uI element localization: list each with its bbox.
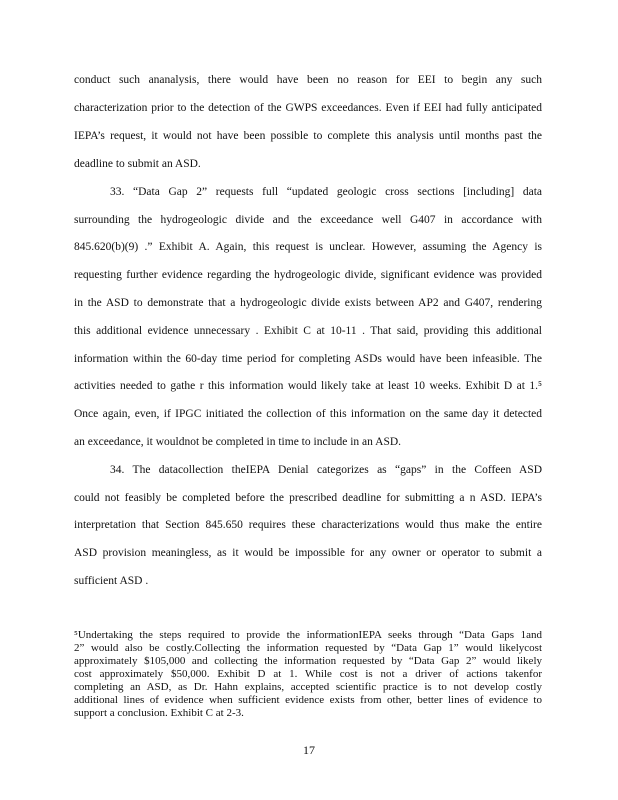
footnote-line: completing an ASD, as Dr. Hahn explains, accepted scientific practice is to not develop costly (74, 681, 542, 693)
body-line: an exceedance, it wouldnot be completed in time to include in an ASD. (74, 436, 402, 448)
body-line: 34. The datacollection theIEPA Denial categorizes as “gaps” in the Coffeen ASD (110, 464, 542, 476)
body-line: 33. “Data Gap 2” requests full “updated geologic cross sections [including] data (110, 186, 542, 198)
body-line: in the ASD to demonstrate that a hydrogeologic divide exists between AP2 and G407, rendering (74, 297, 542, 309)
body-line: conduct such ananalysis, there would have been no reason for EEI to begin any such (74, 74, 542, 86)
footnote-line: ⁵Undertaking the steps required to provide the informationIEPA seeks through “Data Gaps 1and (74, 629, 542, 641)
body-line: sufficient ASD . (74, 575, 149, 587)
body-line: this additional evidence unnecessary . Exhibit C at 10-11 . That said, providing this additional (74, 325, 542, 337)
footnote-line: approximately $105,000 and collecting the information requested by “Data Gap 2” would likely (74, 655, 542, 667)
body-line: activities needed to gathe r this information would likely take at least 10 weeks. Exhibit D at 1.⁵ (74, 380, 542, 392)
footnote-line: additional lines of evidence when sufficient evidence exists from other, better lines of evidence to (74, 694, 542, 706)
body-line: ASD provision meaningless, as it would be impossible for any owner or operator to submit a (74, 547, 542, 559)
footnote-line: 2” would also be costly.Collecting the information requested by “Data Gap 1” would likelycost (74, 642, 542, 654)
footnote-separator (74, 617, 234, 618)
body-line: 845.620(b)(9) .” Exhibit A. Again, this request is unclear. However, assuming the Agency is (74, 241, 542, 253)
body-line: characterization prior to the detection of the GWPS exceedances. Even if EEI had fully anticipated (74, 102, 542, 114)
body-line: information within the 60-day time period for completing ASDs would have been infeasible. The (74, 353, 542, 365)
page-number: 17 (303, 743, 315, 757)
body-line: Once again, even, if IPGC initiated the collection of this information on the same day it detected (74, 408, 542, 420)
body-line: deadline to submit an ASD. (74, 158, 201, 170)
footnote-line: support a conclusion. Exhibit C at 2-3. (74, 707, 244, 719)
body-line: interpretation that Section 845.650 requires these characterizations would thus make the entire (74, 519, 542, 531)
body-line: surrounding the hydrogeologic divide and the exceedance well G407 in accordance with (74, 214, 542, 226)
body-line: IEPA’s request, it would not have been possible to complete this analysis until months past the (74, 130, 542, 142)
body-line: could not feasibly be completed before the prescribed deadline for submitting a n ASD. IEPA’s (74, 492, 542, 504)
body-line: requesting further evidence regarding the hydrogeologic divide, significant evidence was provided (74, 269, 542, 281)
footnote-line: cost approximately $50,000. Exhibit D at 1. While cost is not a driver of actions takenfor (74, 668, 542, 680)
